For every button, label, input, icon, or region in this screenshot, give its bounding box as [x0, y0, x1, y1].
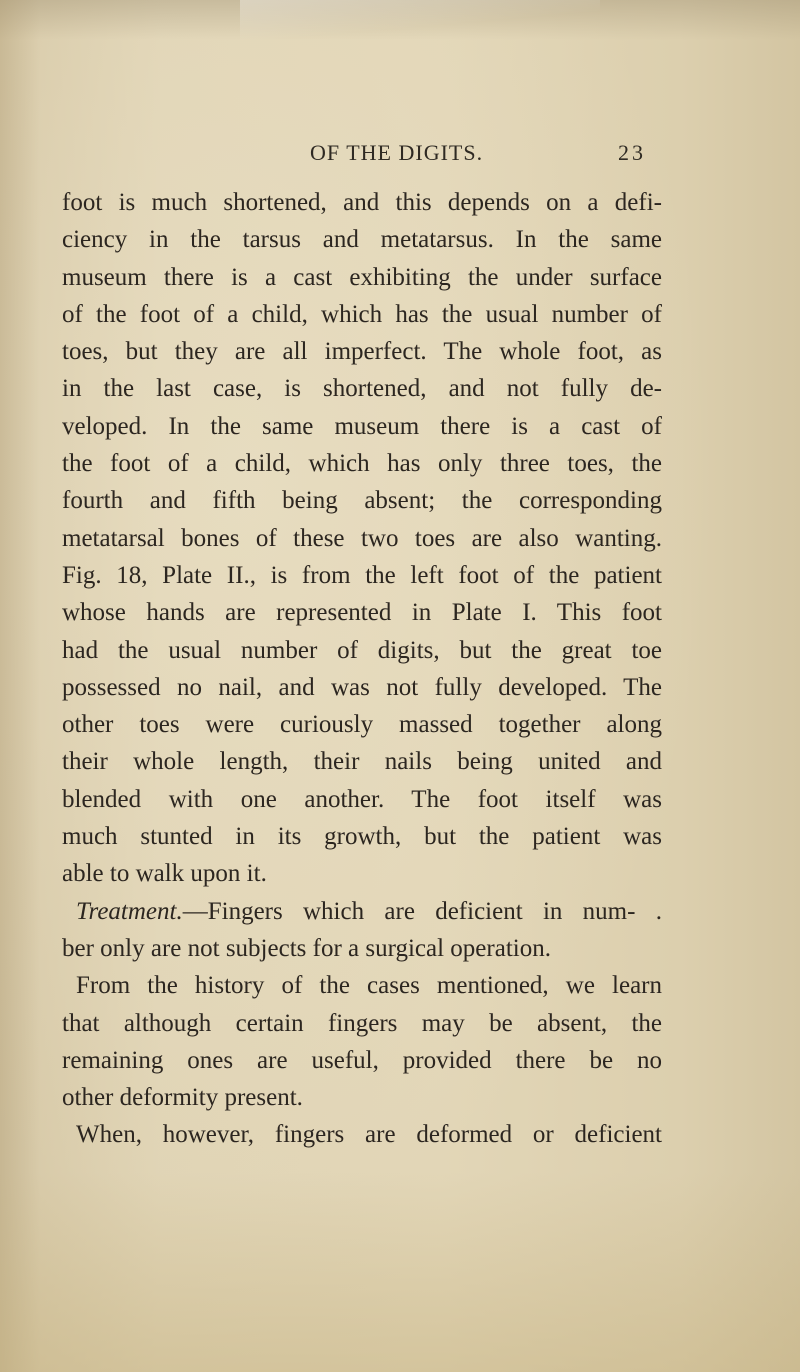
text-line: When, however, fingers are deformed or deficient — [76, 1121, 662, 1149]
text-line: possessed no nail, and was not fully developed. The — [62, 673, 662, 701]
page-bottom-shade — [0, 1172, 800, 1372]
body-text — [62, 184, 662, 1154]
text-line: foot is much shortened, and this depends on a defi- — [62, 189, 662, 216]
page-left-edge — [0, 0, 40, 1372]
text-line: Fig. 18, Plate II., is from the left foot of the patient — [62, 561, 662, 589]
text-line: the foot of a child, which has only three toes, the — [62, 450, 662, 478]
text-line: ber only are not subjects for a surgical operation. — [62, 934, 551, 962]
running-header — [0, 140, 800, 170]
text-line: blended with one another. The foot itself was — [62, 785, 662, 813]
text-line: other toes were curiously massed together along — [62, 711, 662, 739]
text-line: fourth and fifth being absent; the corresponding — [62, 487, 662, 515]
text-line: that although certain fingers may be absent, the — [62, 1009, 662, 1037]
text-line: whose hands are represented in Plate I. This foot — [62, 599, 662, 627]
text-line: of the foot of a child, which has the usual number of — [62, 300, 662, 328]
page-number: 23 — [618, 140, 646, 165]
text-line: veloped. In the same museum there is a cast of — [62, 412, 662, 440]
text-line: much stunted in its growth, but the patient was — [62, 823, 662, 851]
text-line: able to walk upon it. — [62, 860, 267, 888]
text-line: remaining ones are useful, provided there be no — [62, 1046, 662, 1074]
text-line: metatarsal bones of these two toes are also wanting. — [62, 524, 662, 552]
text-line: had the usual number of digits, but the great toe — [62, 636, 662, 664]
treatment-line — [62, 893, 662, 930]
treatment-heading: Treatment. — [76, 897, 183, 925]
text-line: other deformity present. — [62, 1084, 303, 1112]
text-line: in the last case, is shortened, and not fully de- — [62, 375, 662, 403]
text-line: From the history of the cases mentioned, we learn — [76, 972, 662, 1000]
text-line: museum there is a cast exhibiting the under surface — [62, 263, 662, 291]
running-title: OF THE DIGITS. — [310, 140, 484, 165]
treatment-text: —Fingers which are deficient in num- . — [182, 897, 662, 925]
text-line: toes, but they are all imperfect. The whole foot, as — [62, 338, 662, 366]
text-line: their whole length, their nails being united and — [62, 748, 662, 776]
text-line: ciency in the tarsus and metatarsus. In the same — [62, 226, 662, 254]
page-fold-mark — [240, 0, 600, 40]
